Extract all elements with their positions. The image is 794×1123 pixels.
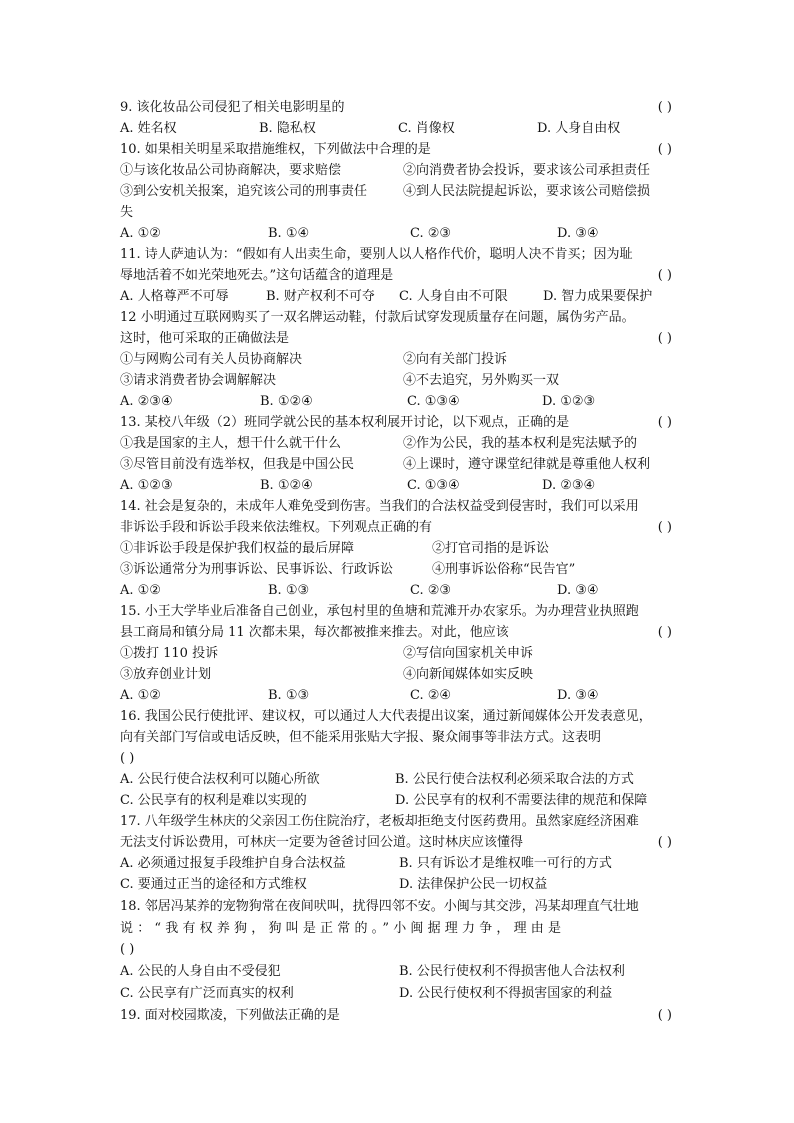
- question-18-stem-line-1: [120, 896, 676, 917]
- answer-bracket: ( ): [657, 625, 672, 640]
- question-12-stem-line-2: [120, 328, 676, 349]
- question-18-bracket-line: [120, 939, 676, 960]
- question-12-options: [120, 391, 676, 412]
- statement-1: ①与网购公司有关人员协商解决: [120, 352, 303, 367]
- question-16-stem-part-2: 向有关部门写信或电话反映，但不能采用张贴大字报、聚众闹事等非法方式。这表明: [120, 730, 602, 745]
- question-16-bracket-line: [120, 748, 676, 769]
- question-10-stem-line: [120, 139, 676, 160]
- question-9-stem: 9. 该化妆品公司侵犯了相关电影明星的: [120, 100, 345, 115]
- question-17-stem-part-1: 17. 八年级学生林庆的父亲因工伤住院治疗，老板却拒绝支付医药费用。虽然家庭经济困难: [120, 814, 639, 829]
- statement-2: ②作为公民，我的基本权利是宪法赋予的: [403, 436, 638, 451]
- question-15-items-row-1: [120, 643, 676, 664]
- option-d: D. ③④: [557, 583, 599, 598]
- question-18-stem-line-2: [120, 918, 676, 939]
- answer-bracket: ( ): [120, 751, 135, 766]
- question-16-options-row-2: [120, 790, 676, 811]
- question-14-items-row-1: [120, 538, 676, 559]
- option-c: C. ②③: [410, 583, 452, 598]
- question-17-stem-line-1: [120, 811, 676, 832]
- statement-3: ③到公安机关报案，追究该公司的刑事责任: [120, 184, 368, 199]
- question-14-options: [120, 580, 676, 601]
- option-d: D. ③④: [557, 226, 599, 241]
- option-d: D. 公民享有的权利不需要法律的规范和保障: [395, 793, 648, 808]
- statement-4-continued: 失: [120, 205, 134, 220]
- answer-bracket: ( ): [657, 415, 672, 430]
- option-c: C. ②③: [410, 226, 452, 241]
- statement-3: ③请求消费者协会调解解决: [120, 373, 277, 388]
- answer-bracket: ( ): [657, 835, 672, 850]
- statement-3: ③尽管目前没有选举权，但我是中国公民: [120, 457, 355, 472]
- statement-2: ②写信向国家机关申诉: [403, 646, 534, 661]
- option-a: A. ①②: [120, 688, 161, 703]
- question-11-stem-part-1: 11. 诗人萨迪认为：“假如有人出卖生命，要别人以人格作代价，聪明人决不肯买；因为耻: [120, 247, 633, 262]
- option-c: C. ①③④: [407, 394, 460, 409]
- question-15-stem-part-1: 15. 小王大学毕业后准备自己创业，承包村里的鱼塘和荒滩开办农家乐。为办理营业执照跑: [120, 604, 639, 619]
- question-10-items-row-1: [120, 160, 676, 181]
- question-16-stem-line-2: [120, 727, 676, 748]
- option-c: C. 人身自由不可限: [399, 289, 508, 304]
- question-13-items-row-2: [120, 454, 676, 475]
- option-a: A. ②③④: [120, 394, 173, 409]
- statement-4: ④不去追究，另外购买一双: [403, 373, 560, 388]
- option-a: A. ①②: [120, 583, 161, 598]
- answer-bracket: ( ): [657, 100, 672, 115]
- option-a: A. 人格尊严不可辱: [120, 289, 229, 304]
- question-13-items-row-1: [120, 433, 676, 454]
- option-d: D. 人身自由权: [537, 121, 621, 136]
- option-b: B. ①③: [268, 583, 310, 598]
- question-10-options: [120, 223, 676, 244]
- option-a: A. ①②: [120, 226, 161, 241]
- question-15-items-row-2: [120, 664, 676, 685]
- question-12-items-row-1: [120, 349, 676, 370]
- statement-1: ①拨打 110 投诉: [120, 646, 219, 661]
- option-c: C. ①③④: [407, 478, 460, 493]
- option-b: B. ①③: [268, 688, 310, 703]
- question-17-options-row-2: [120, 874, 676, 895]
- question-17-stem-part-2: 无法支付诉讼费用，可林庆一定要为爸爸讨回公道。这时林庆应该懂得: [120, 835, 524, 850]
- option-a: A. 必须通过报复手段维护自身合法权益: [120, 856, 346, 871]
- question-12-stem-part-1: 12 小明通过互联网购买了一双名牌运动鞋，付款后试穿发现质量存在问题，属伪劣产品。: [120, 310, 635, 325]
- option-a: A. ①②③: [120, 478, 173, 493]
- option-d: D. ①②③: [542, 394, 596, 409]
- question-11-stem-line-2: [120, 265, 676, 286]
- option-b: B. ①②④: [260, 478, 313, 493]
- question-14-stem-part-1: 14. 社会是复杂的，未成年人难免受到伤害。当我们的合法权益受到侵害时，我们可以采用: [120, 499, 639, 514]
- statement-4: ④上课时，遵守课堂纪律就是尊重他人权利: [403, 457, 651, 472]
- question-13-stem-line: [120, 412, 676, 433]
- question-9-stem-line: [120, 97, 676, 118]
- option-b: B. 只有诉讼才是维权唯一可行的方式: [399, 856, 612, 871]
- answer-bracket: ( ): [657, 520, 672, 535]
- statement-1: ①与该化妆品公司协商解决，要求赔偿: [120, 163, 342, 178]
- question-12-stem-line-1: [120, 307, 676, 328]
- statement-4: ④刑事诉讼俗称“民告官”: [432, 562, 576, 577]
- option-b: B. 公民行使合法权利必须采取合法的方式: [395, 772, 634, 787]
- question-14-stem-line-2: [120, 517, 676, 538]
- question-14-stem-part-2: 非诉讼手段和诉讼手段来依法维权。下列观点正确的有: [120, 520, 433, 535]
- statement-4: ④到人民法院提起诉讼，要求该公司赔偿损: [403, 184, 651, 199]
- option-a: A. 公民行使合法权利可以随心所欲: [120, 772, 320, 787]
- statement-2: ②打官司指的是诉讼: [432, 541, 550, 556]
- question-16-stem-part-1: 16. 我国公民行使批评、建议权，可以通过人大代表提出议案，通过新闻媒体公开发表意见，: [120, 709, 652, 724]
- question-19-stem-line: [120, 1005, 676, 1026]
- statement-2: ②向有关部门投诉: [403, 352, 508, 367]
- question-13-options: [120, 475, 676, 496]
- question-15-stem-line-1: [120, 601, 676, 622]
- answer-bracket: ( ): [657, 268, 672, 283]
- question-17-options-row-1: [120, 853, 676, 874]
- question-10-items-row-2: [120, 181, 676, 202]
- option-c: C. 公民享有广泛而真实的权利: [120, 986, 294, 1001]
- question-12-stem-part-2: 这时，他可采取的正确做法是: [120, 331, 290, 346]
- statement-1: ①非诉讼手段是保护我们权益的最后屏障: [120, 541, 355, 556]
- option-b: B. 隐私权: [259, 121, 316, 136]
- question-16-options-row-1: [120, 769, 676, 790]
- statement-3: ③放弃创业计划: [120, 667, 212, 682]
- option-c: C. 公民享有的权利是难以实现的: [120, 793, 307, 808]
- option-d: D. 智力成果要保护: [543, 289, 653, 304]
- option-c: C. 肖像权: [398, 121, 455, 136]
- question-10-items-row-3: [120, 202, 676, 223]
- option-d: D. 公民行使权利不得损害国家的利益: [399, 986, 613, 1001]
- question-18-options-row-1: [120, 961, 676, 982]
- option-c: C. ②④: [410, 688, 452, 703]
- question-14-items-row-2: [120, 559, 676, 580]
- question-15-options: [120, 685, 676, 706]
- question-11-options: [120, 286, 676, 307]
- answer-bracket: ( ): [657, 1008, 672, 1023]
- question-18-stem-part-2: 说：“我有权养狗，狗叫是正常的。”小闽据理力争，理由是: [120, 921, 566, 936]
- question-16-stem-line-1: [120, 706, 676, 727]
- option-b: B. 公民行使权利不得损害他人合法权利: [399, 964, 625, 979]
- option-a: A. 姓名权: [120, 121, 177, 136]
- question-18-stem-part-1: 18. 邻居冯某养的宠物狗常在夜间吠叫，扰得四邻不安。小闽与其交涉，冯某却理直气壮地: [120, 899, 639, 914]
- question-12-items-row-2: [120, 370, 676, 391]
- question-15-stem-part-2: 县工商局和镇分局 11 次都未果，每次都被推来推去。对此，他应该: [120, 625, 509, 640]
- statement-3: ③诉讼通常分为刑事诉讼、民事诉讼、行政诉讼: [120, 562, 394, 577]
- answer-bracket: ( ): [120, 942, 135, 957]
- question-10-stem: 10. 如果相关明星采取措施维权，下列做法中合理的是: [120, 142, 431, 157]
- option-d: D. ②③④: [542, 478, 596, 493]
- answer-bracket: ( ): [657, 331, 672, 346]
- statement-2: ②向消费者协会投诉，要求该公司承担责任: [403, 163, 651, 178]
- question-14-stem-line-1: [120, 496, 676, 517]
- question-11-stem-line-1: [120, 244, 676, 265]
- question-15-stem-line-2: [120, 622, 676, 643]
- option-d: D. ③④: [557, 688, 599, 703]
- question-17-stem-line-2: [120, 832, 676, 853]
- option-b: B. ①④: [268, 226, 310, 241]
- option-b: B. ①②④: [260, 394, 313, 409]
- statement-1: ①我是国家的主人，想干什么就干什么: [120, 436, 342, 451]
- question-11-stem-part-2: 辱地活着不如光荣地死去。”这句话蕴含的道理是: [120, 268, 394, 283]
- question-13-stem: 13. 某校八年级（2）班同学就公民的基本权利展开讨论，以下观点，正确的是: [120, 415, 570, 430]
- option-a: A. 公民的人身自由不受侵犯: [120, 964, 281, 979]
- statement-4: ④向新闻媒体如实反映: [403, 667, 534, 682]
- option-c: C. 要通过正当的途径和方式维权: [120, 877, 307, 892]
- option-b: B. 财产权利不可夺: [266, 289, 375, 304]
- option-d: D. 法律保护公民一切权益: [399, 877, 548, 892]
- question-19-stem: 19. 面对校园欺凌，下列做法正确的是: [120, 1008, 340, 1023]
- answer-bracket: ( ): [657, 142, 672, 157]
- question-9-options: [120, 118, 676, 139]
- question-18-options-row-2: [120, 983, 676, 1004]
